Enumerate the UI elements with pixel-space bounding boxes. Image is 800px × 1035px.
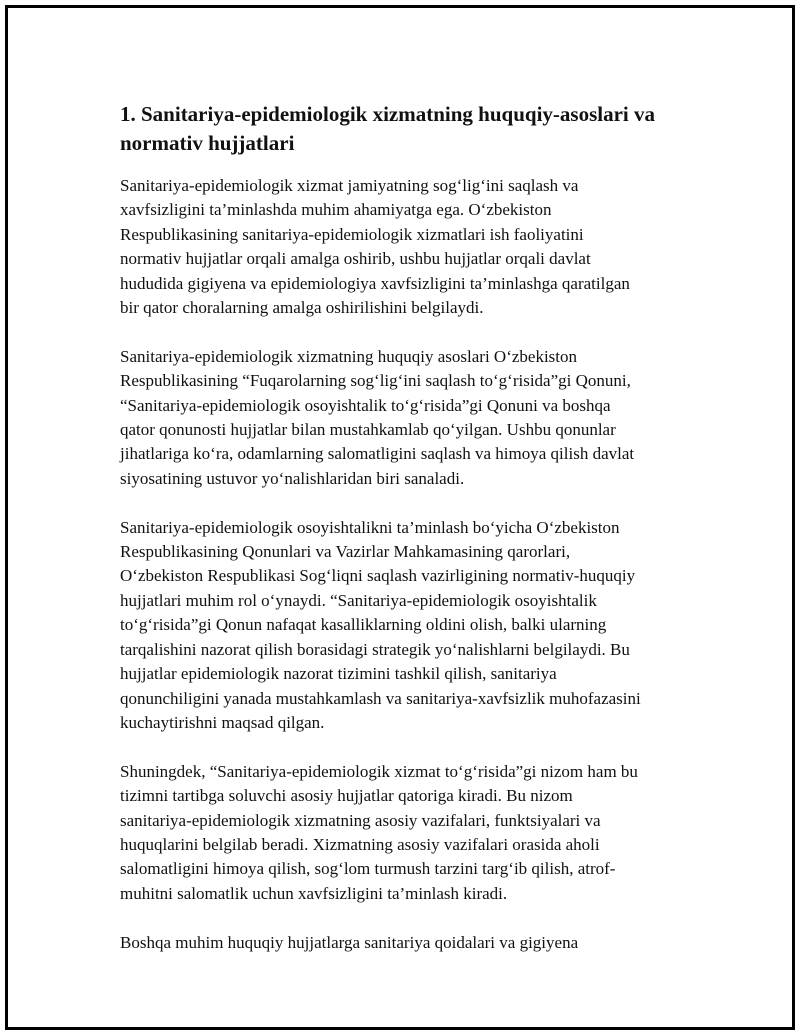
section-heading: 1. Sanitariya-epidemiologik xizmatning huquqiy-asoslari va normativ hujjatlari: [120, 102, 655, 155]
paragraph-intro: Sanitariya-epidemiologik xizmat jamiyatning sog‘lig‘ini saqlash va xavfsizligini ta’minlashda muhim ahamiyatga ega. O‘zbekiston Respublikasining sanitariya-epidemiologik xizmatlari ish faoliyatini normativ hujjatlar orqali amalga oshirib, ushbu hujjatlar orqali davlat hududida gigiyena va epidemiologiya xavfsizligini ta’minlashga qaratilgan bir qator choralarning amalga oshirilishini belgilaydi.: [120, 176, 630, 318]
paragraph-regulation: Shuningdek, “Sanitariya-epidemiologik xizmat to‘g‘risida”gi nizom ham bu tizimni tartibga soluvchi asosiy hujjatlar qatoriga kiradi. Bu nizom sanitariya-epidemiologik xizmatning asosiy vazifalari, funktsiyalari va huquqlarini belgilab beradi. Xizmatning asosiy vazifalari orasida aholi salomatligini himoya qilish, sog‘lom turmush tarzini targ‘ib qilish, atrof- muhitni salomatlik uchun xavfsizligini ta’minlash kiradi.: [120, 761, 638, 903]
paragraph-laws-and-decrees: Sanitariya-epidemiologik osoyishtalikni ta’minlash bo‘yicha O‘zbekiston Respublikasining Qonunlari va Vazirlar Mahkamasining qarorlari, O‘zbekiston Respublikasi Sog‘liqni saqlash vazirligining normativ-huquqiy hujjatlari muhim rol o‘ynaydi. “Sanitariya-epidemiologik osoyishtalik to‘g‘risida”gi Qonun nafaqat kasalliklarning oldini olish, balki ularning tarqalishini nazorat qilish borasidagi strategik yo‘nalishlarni belgilaydi. Bu hujjatlar epidemiologik nazorat tizimini tashkil qilish, sanitariya qonunchiligini yanada mustahkamlash va sanitariya-xavfsizlik muhofazasini kuchaytirishni maqsad qilgan.: [120, 517, 641, 732]
page-frame: [5, 5, 795, 1030]
paragraph-legal-basis: Sanitariya-epidemiologik xizmatning huquqiy asoslari O‘zbekiston Respublikasining “Fuqarolarning sog‘lig‘ini saqlash to‘g‘risida”gi Qonuni, “Sanitariya-epidemiologik osoyishtalik to‘g‘risida”gi Qonuni va boshqa qator qonunosti hujjatlar bilan mustahkamlab qo‘yilgan. Ushbu qonunlar jihatlariga ko‘ra, odamlarning salomatligini saqlash va himoya qilish davlat siyosatining ustuvor yo‘nalishlaridan biri sanaladi.: [120, 346, 635, 488]
document-body: [120, 100, 680, 979]
paragraph-other-documents: Boshqa muhim huquqiy hujjatlarga sanitariya qoidalari va gigiyena: [120, 932, 579, 952]
